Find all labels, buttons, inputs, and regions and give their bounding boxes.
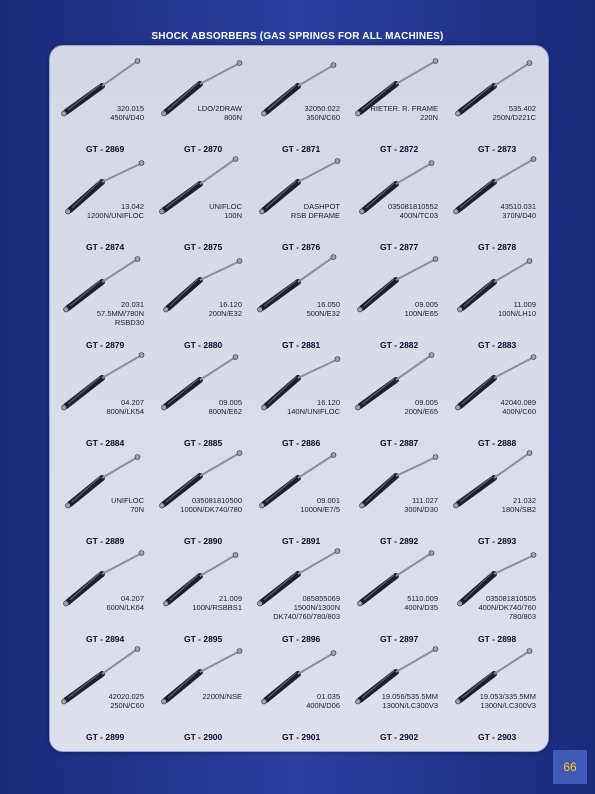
product-code: GT - 2895	[184, 634, 223, 644]
product-description: 16.120 200N/E32	[208, 300, 242, 318]
spring-rod	[494, 556, 532, 574]
product-item	[56, 444, 152, 546]
end-fitting	[164, 307, 169, 312]
spring-highlight	[70, 573, 100, 600]
end-fitting	[433, 455, 438, 460]
spring-highlight	[266, 477, 296, 502]
spring-rod	[396, 458, 434, 476]
end-fitting	[433, 647, 438, 652]
product-description: 16.050 500N/E32	[306, 300, 340, 318]
page-title: SHOCK ABSORBERS (GAS SPRINGS FOR ALL MACHINES)	[151, 31, 444, 42]
product-code: GT - 2903	[478, 732, 517, 742]
product-description: 111.027 300N/D30	[404, 496, 438, 514]
spring-highlight	[170, 279, 198, 306]
end-fitting	[429, 551, 434, 556]
end-fitting	[454, 209, 459, 214]
end-fitting	[62, 111, 67, 116]
product-description: 32050.022 350N/C60	[304, 104, 340, 122]
end-fitting	[456, 699, 461, 704]
spring-rod	[494, 64, 528, 86]
spring-rod	[298, 66, 332, 86]
product-code: GT - 2894	[86, 634, 125, 644]
product-description: UNIFLOC 70N	[111, 496, 144, 514]
end-fitting	[62, 405, 67, 410]
product-description: 42020.025 250N/C60	[108, 692, 144, 710]
gas-spring-image	[154, 640, 250, 720]
end-fitting	[233, 157, 238, 162]
spring-rod	[102, 164, 140, 182]
product-code: GT - 2893	[478, 536, 517, 546]
product-code: GT - 2901	[282, 732, 321, 742]
product-description: 09.005 800N/E62	[208, 398, 242, 416]
spring-rod	[200, 652, 238, 672]
product-code: GT - 2900	[184, 732, 223, 742]
end-fitting	[64, 307, 69, 312]
end-fitting	[62, 699, 67, 704]
product-item	[154, 150, 250, 252]
end-fitting	[335, 357, 340, 362]
end-fitting	[262, 405, 267, 410]
product-description: 035081810505 400N/DK740/760 780/803	[478, 594, 536, 621]
end-fitting	[531, 553, 536, 558]
end-fitting	[237, 61, 242, 66]
spring-highlight	[168, 379, 198, 404]
spring-rod	[102, 458, 136, 478]
product-description: 20.031 57.5MM/780N RSBD30	[96, 300, 144, 327]
product-code: GT - 2897	[380, 634, 419, 644]
end-fitting	[454, 503, 459, 508]
end-fitting	[258, 601, 263, 606]
spring-rod	[396, 356, 430, 380]
product-item	[448, 542, 544, 644]
end-fitting	[160, 503, 165, 508]
page-number: 66	[553, 750, 587, 784]
product-code: GT - 2876	[282, 242, 321, 252]
end-fitting	[139, 551, 144, 556]
product-description: 19.056/535.5MM 1300N/LC300V3	[381, 692, 438, 710]
product-code: GT - 2899	[86, 732, 125, 742]
end-fitting	[356, 405, 361, 410]
end-fitting	[162, 699, 167, 704]
spring-highlight	[168, 671, 198, 698]
product-code: GT - 2879	[86, 340, 125, 350]
product-code: GT - 2878	[478, 242, 517, 252]
spring-rod	[298, 552, 336, 574]
end-fitting	[527, 259, 532, 264]
product-grid	[50, 46, 548, 751]
spring-rod	[200, 556, 234, 576]
product-description: 04.207 600N/LK64	[106, 594, 144, 612]
spring-rod	[102, 554, 140, 574]
product-item	[56, 150, 152, 252]
spring-rod	[298, 258, 332, 282]
product-description: 13.042 1200N/UNIFLOC	[86, 202, 144, 220]
spring-highlight	[460, 477, 492, 502]
product-item	[252, 150, 348, 252]
spring-highlight	[268, 85, 296, 110]
product-code: GT - 2891	[282, 536, 321, 546]
product-description: 085855069 1500N/1300N DK740/760/780/803	[273, 594, 340, 621]
end-fitting	[331, 255, 336, 260]
product-code: GT - 2902	[380, 732, 419, 742]
spring-rod	[396, 260, 434, 280]
end-fitting	[162, 405, 167, 410]
end-fitting	[66, 503, 71, 508]
product-code: GT - 2888	[478, 438, 517, 448]
spring-rod	[298, 456, 332, 478]
spring-highlight	[72, 477, 100, 502]
end-fitting	[237, 259, 242, 264]
product-description: 535.402 250N/D221C	[492, 104, 536, 122]
product-item	[448, 150, 544, 252]
product-code: GT - 2882	[380, 340, 419, 350]
end-fitting	[64, 601, 69, 606]
product-description: 04.207 800N/LK54	[106, 398, 144, 416]
spring-rod	[298, 360, 336, 378]
product-code: GT - 2898	[478, 634, 517, 644]
product-description: 09.001 1000N/E7/5	[300, 496, 340, 514]
spring-rod	[494, 652, 528, 674]
spring-highlight	[268, 673, 296, 698]
product-item	[56, 640, 152, 742]
end-fitting	[331, 63, 336, 68]
end-fitting	[456, 111, 461, 116]
spring-highlight	[464, 281, 492, 306]
spring-highlight	[70, 281, 100, 306]
end-fitting	[258, 307, 263, 312]
end-fitting	[433, 257, 438, 262]
spring-rod	[494, 454, 528, 478]
spring-rod	[200, 160, 234, 184]
product-description: 2200N/NSE	[202, 692, 242, 701]
product-item	[252, 52, 348, 154]
spring-highlight	[460, 181, 492, 208]
end-fitting	[237, 451, 242, 456]
spring-rod	[396, 164, 430, 184]
spring-highlight	[462, 85, 492, 110]
end-fitting	[458, 601, 463, 606]
spring-highlight	[364, 279, 394, 306]
spring-rod	[102, 650, 136, 674]
product-code: GT - 2872	[380, 144, 419, 154]
product-code: GT - 2883	[478, 340, 517, 350]
end-fitting	[429, 161, 434, 166]
spring-rod	[200, 262, 238, 280]
spring-highlight	[68, 377, 100, 404]
end-fitting	[531, 355, 536, 360]
product-code: GT - 2889	[86, 536, 125, 546]
product-code: GT - 2890	[184, 536, 223, 546]
spring-rod	[298, 162, 336, 182]
spring-rod	[298, 654, 332, 674]
spring-rod	[102, 356, 140, 378]
product-item	[448, 346, 544, 448]
product-description: 035081810552 400N/TC03	[387, 202, 438, 220]
end-fitting	[237, 649, 242, 654]
product-code: GT - 2874	[86, 242, 125, 252]
product-item	[154, 346, 250, 448]
product-item	[56, 542, 152, 644]
spring-highlight	[264, 281, 296, 306]
end-fitting	[335, 159, 340, 164]
product-description: 01.035 400N/D06	[306, 692, 340, 710]
spring-highlight	[362, 379, 394, 404]
spring-rod	[102, 260, 136, 282]
product-item	[252, 444, 348, 546]
product-description: 21.032 180N/SB2	[501, 496, 536, 514]
end-fitting	[135, 59, 140, 64]
end-fitting	[164, 601, 169, 606]
product-item	[154, 542, 250, 644]
product-code: GT - 2875	[184, 242, 223, 252]
product-item	[448, 444, 544, 546]
spring-rod	[200, 64, 238, 84]
end-fitting	[358, 307, 363, 312]
product-item	[252, 346, 348, 448]
end-fitting	[531, 157, 536, 162]
end-fitting	[139, 353, 144, 358]
end-fitting	[331, 651, 336, 656]
product-description: 42040.089 400N/C60	[500, 398, 536, 416]
end-fitting	[233, 553, 238, 558]
end-fitting	[527, 649, 532, 654]
end-fitting	[139, 161, 144, 166]
end-fitting	[335, 549, 340, 554]
end-fitting	[360, 503, 365, 508]
product-description: 43510.031 370N/D40	[500, 202, 536, 220]
product-item	[350, 444, 446, 546]
product-item	[252, 640, 348, 742]
product-code: GT - 2892	[380, 536, 419, 546]
spring-rod	[494, 262, 528, 282]
product-description: RIETER. R. FRAME 220N	[370, 104, 438, 122]
end-fitting	[262, 111, 267, 116]
product-code: GT - 2871	[282, 144, 321, 154]
spring-highlight	[168, 83, 198, 110]
end-fitting	[527, 451, 532, 456]
end-fitting	[233, 355, 238, 360]
spring-rod	[396, 62, 434, 84]
product-item	[154, 248, 250, 350]
product-code: GT - 2881	[282, 340, 321, 350]
product-description: 09.005 100N/E65	[404, 300, 438, 318]
product-code: GT - 2887	[380, 438, 419, 448]
spring-rod	[494, 358, 532, 378]
spring-highlight	[364, 575, 394, 600]
spring-rod	[102, 62, 136, 86]
product-description: 035081810500 1000N/DK740/780	[180, 496, 242, 514]
spring-highlight	[68, 85, 100, 110]
product-item	[350, 150, 446, 252]
product-code: GT - 2869	[86, 144, 125, 154]
end-fitting	[358, 601, 363, 606]
product-code: GT - 2885	[184, 438, 223, 448]
end-fitting	[360, 209, 365, 214]
spring-highlight	[166, 183, 198, 208]
product-item	[350, 52, 446, 154]
product-code: GT - 2886	[282, 438, 321, 448]
product-item	[154, 444, 250, 546]
product-item	[154, 52, 250, 154]
product-description: 320.015 450N/D40	[110, 104, 144, 122]
product-description: 11.009 100N/LH10	[498, 300, 536, 318]
product-item	[252, 248, 348, 350]
product-item	[56, 248, 152, 350]
end-fitting	[331, 453, 336, 458]
end-fitting	[66, 209, 71, 214]
product-item	[350, 248, 446, 350]
end-fitting	[527, 61, 532, 66]
product-item	[448, 52, 544, 154]
product-code: GT - 2873	[478, 144, 517, 154]
end-fitting	[433, 59, 438, 64]
end-fitting	[356, 111, 361, 116]
product-item	[448, 640, 544, 742]
spring-rod	[396, 650, 434, 672]
spring-rod	[200, 454, 238, 476]
catalog-panel	[49, 45, 549, 752]
product-item	[154, 640, 250, 742]
spring-highlight	[366, 475, 394, 502]
product-item	[56, 52, 152, 154]
spring-highlight	[68, 673, 100, 698]
product-item	[350, 542, 446, 644]
product-code: GT - 2896	[282, 634, 321, 644]
spring-highlight	[462, 377, 492, 404]
product-code: GT - 2870	[184, 144, 223, 154]
product-description: 09.005 200N/E65	[404, 398, 438, 416]
product-item	[448, 248, 544, 350]
product-description: 19.053/335.5MM 1300N/LC300V3	[479, 692, 536, 710]
product-description: DASHPOT RSB DFRAME	[290, 202, 340, 220]
end-fitting	[429, 353, 434, 358]
product-item	[350, 640, 446, 742]
end-fitting	[458, 307, 463, 312]
end-fitting	[160, 209, 165, 214]
end-fitting	[162, 111, 167, 116]
end-fitting	[262, 699, 267, 704]
product-code: GT - 2884	[86, 438, 125, 448]
spring-rod	[396, 554, 430, 576]
product-code: GT - 2877	[380, 242, 419, 252]
product-item	[252, 542, 348, 644]
end-fitting	[456, 405, 461, 410]
product-description: LDO/2DRAW 800N	[197, 104, 242, 122]
product-description: 21.009 100N/RSBBS1	[192, 594, 242, 612]
product-item	[56, 346, 152, 448]
product-description: 16.120 140N/UNIFLOC	[287, 398, 340, 416]
end-fitting	[356, 699, 361, 704]
spring-rod	[200, 358, 234, 380]
end-fitting	[135, 257, 140, 262]
end-fitting	[135, 647, 140, 652]
product-description: UNIFLOC 100N	[209, 202, 242, 220]
product-description: 5110.009 400N/D35	[404, 594, 438, 612]
spring-rod	[494, 160, 532, 182]
end-fitting	[135, 455, 140, 460]
end-fitting	[260, 503, 265, 508]
end-fitting	[260, 209, 265, 214]
product-item	[350, 346, 446, 448]
product-code: GT - 2880	[184, 340, 223, 350]
